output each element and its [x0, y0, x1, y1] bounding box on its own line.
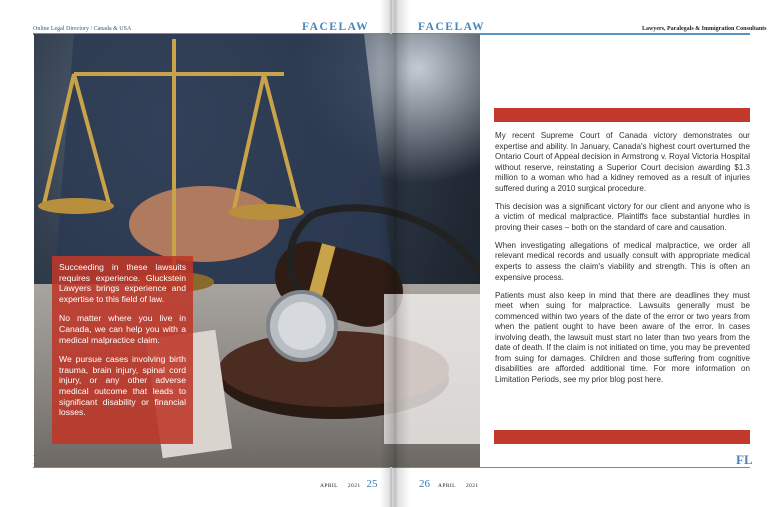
left-brand: FACELAW — [302, 21, 370, 33]
callout-paragraph: We pursue cases involving birth trauma, brain injury, spinal cord injury, or any other adverse medical outcome that leads to significant disability or financial losses. — [59, 354, 186, 418]
right-scale-pan — [228, 204, 304, 220]
right-corner-logo: FL — [736, 452, 753, 467]
callout-box — [52, 256, 193, 444]
article-body — [495, 131, 750, 393]
right-footer-year: 2021 — [465, 483, 479, 489]
clasped-hands — [129, 186, 279, 262]
left-footer-month: APRIL — [320, 483, 338, 489]
article-paragraph: When investigating allegations of medical malpractice, we order all relevant medical records and usually consult with appropriate medical experts to assess the claim's viability and strength. This is often an expensive process. — [495, 240, 750, 282]
bottom-red-bar — [494, 430, 750, 444]
article-paragraph: My recent Supreme Court of Canada victory demonstrates our expertise and ability. In January, Canada's highest court overturned the Ontario Court of Appeal decision in Armstrong v. Royal Victoria Hospital without reserve, reinstating a Superior Court decision awarding $1.3 million to a woman who had a kidney removed as a result of injuries suffered during a 2010 surgical procedure. — [495, 131, 750, 193]
right-header-tagline: Lawyers, Paralegals & Immigration Consultants — [642, 26, 767, 32]
stethoscope-diaphragm — [278, 302, 326, 350]
right-brand: FACELAW — [418, 21, 486, 33]
left-page-number: 25 — [366, 478, 378, 490]
right-footer-rule — [392, 467, 750, 468]
article-paragraph: This decision was a significant victory for our client and anyone who is a victim of medical malpractice. Plaintiffs face substantial hurdles in proving their cases – both on the standard of care and causation. — [495, 201, 750, 232]
right-footer-month: APRIL — [438, 483, 456, 489]
left-footer — [320, 474, 378, 492]
right-page-number: 26 — [419, 478, 430, 490]
right-footer — [419, 474, 479, 492]
callout-paragraph: Succeeding in these lawsuits requires experience. Gluckstein Lawyers brings experience and expertise to this field of law. — [59, 262, 186, 304]
callout-paragraph: No matter where you live in Canada, we can help you with a medical malpractice claim. — [59, 313, 186, 345]
spine-gutter — [380, 0, 410, 507]
left-header-tagline: Online Legal Directory / Canada & USA — [33, 26, 132, 32]
left-footer-rule — [33, 467, 390, 468]
left-footer-year: 2021 — [347, 483, 361, 489]
article-paragraph: Patients must also keep in mind that there are deadlines they must meet when suing for malpractice. Lawsuits generally must be commenced within two years of the date of the error or two years from when the patient ought to have been aware of the error. In cases involving death, the lawsuit must start no later than two years from the date of death. If the claim is not initiated on time, you may be prevented from suing for damages. Children and those suffering from cognitive disabilities are afforded additional time. For more information on Limitation Periods, see my prior blog post here. — [495, 290, 750, 384]
top-red-bar — [494, 108, 750, 122]
left-scale-pan — [38, 198, 114, 214]
